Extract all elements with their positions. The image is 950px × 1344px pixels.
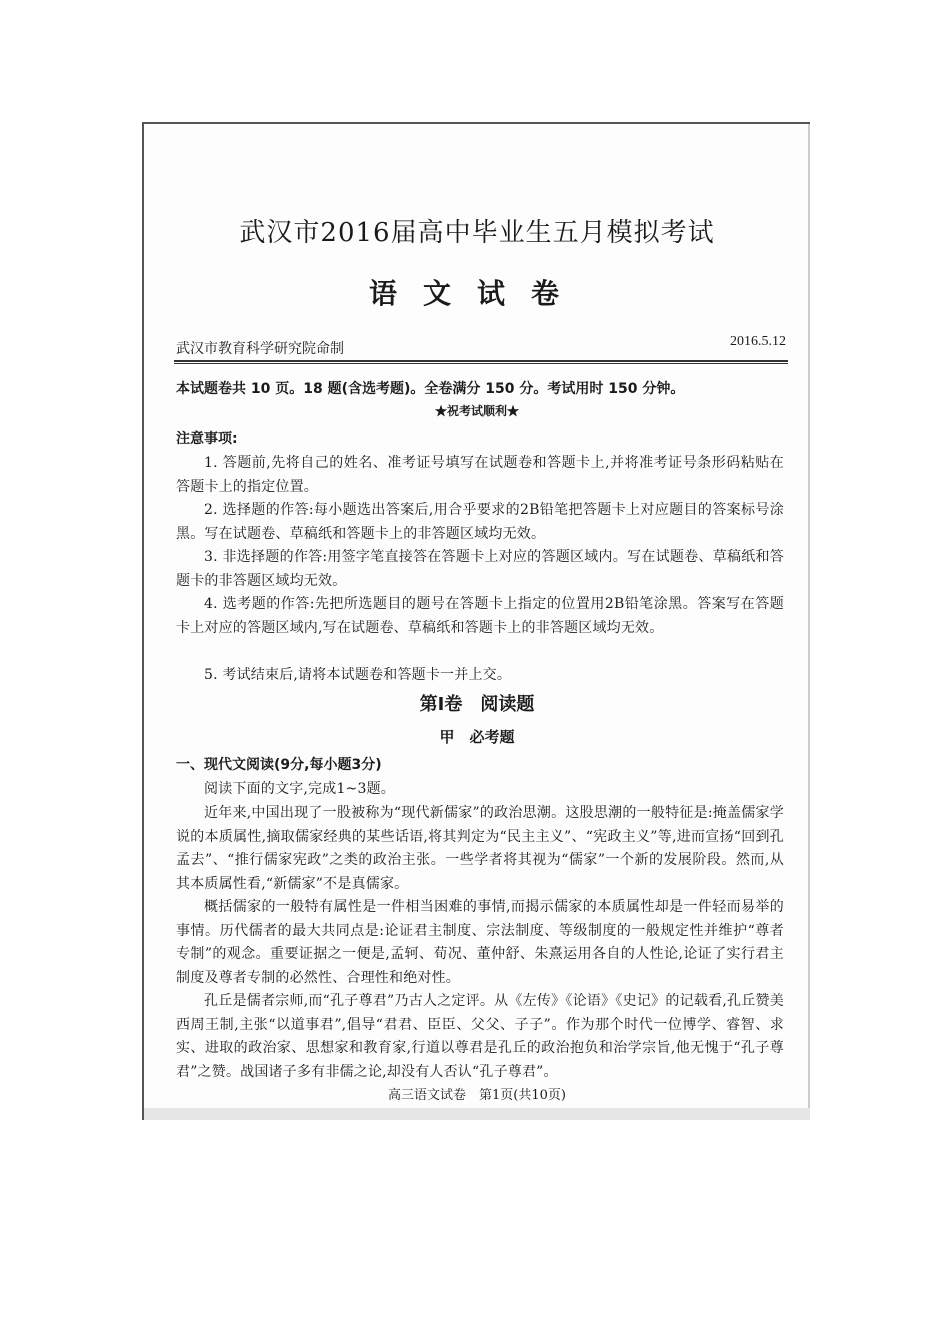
page-footer: 高三语文试卷 第1页(共10页) [388, 1088, 566, 1103]
notice-item-5: 5. 考试结束后,请将本试题卷和答题卡一并上交。 [204, 667, 512, 683]
section-title: 第Ⅰ卷 阅读题 [419, 694, 535, 715]
passage-paragraph-2: 概括儒家的一般特有属性是一件相当困难的事情,而揭示儒家的本质属性却是一件轻而易举的事情。历代儒者的最大共同点是:论证君主制度、宗法制度、等级制度的一般规定性并维护“尊者专制”的观念。重要证据之一便是,孟轲、荀况、董仲舒、朱熹运用各自的人性论,论证了实行君主制度及尊者专制的必然性、合理性和绝对性。 [176, 899, 784, 986]
page-bottom-shadow [144, 1108, 810, 1120]
issuing-organization: 武汉市教育科学研究院命制 [176, 341, 344, 357]
exam-title: 武汉市2016届高中毕业生五月模拟考试 [239, 218, 715, 248]
exam-info: 本试题卷共 10 页。18 题(含选考题)。全卷满分 150 分。考试用时 150 分钟。 [176, 381, 685, 397]
notice-item-1: 1. 答题前,先将自己的姓名、准考证号填写在试题卷和答题卡上,并将准考证号条形码粘贴在答题卡上的指定位置。 [176, 455, 784, 495]
exam-date: 2016.5.12 [730, 334, 786, 349]
notice-item-3: 3. 非选择题的作答:用签字笔直接答在答题卡上对应的答题区域内。写在试题卷、草稿纸和答题卡的非答题区域均无效。 [176, 549, 784, 589]
notice-heading: 注意事项: [176, 431, 238, 447]
section-subtitle: 甲 必考题 [439, 728, 515, 746]
notice-item-2: 2. 选择题的作答:每小题选出答案后,用合乎要求的2B铅笔把答题卡上对应题目的答案标号涂黑。写在试题卷、草稿纸和答题卡上的非答题区域均无效。 [176, 502, 784, 542]
header-divider [174, 360, 788, 362]
scanned-exam-page [142, 122, 810, 1120]
notice-item-4: 4. 选考题的作答:先把所选题目的题号在答题卡上指定的位置用2B铅笔涂黑。答案写在答题卡上对应的答题区域内,写在试题卷、草稿纸和答题卡上的非答题区域均无效。 [176, 596, 784, 636]
question-heading: 一、现代文阅读(9分,每小题3分) [176, 757, 382, 773]
reading-instruction: 阅读下面的文字,完成1~3题。 [204, 781, 395, 797]
passage-paragraph-3: 孔丘是儒者宗师,而“孔子尊君”乃古人之定评。从《左传》《论语》《史记》的记载看,孔丘赞美西周王制,主张“以道事君”,倡导“君君、臣臣、父父、子子”。作为那个时代一位博学、睿智、求实、进取的政治家、思想家和教育家,行道以尊君是孔丘的政治抱负和治学宗旨,他无愧于“孔子尊君”之赞。战国诸子多有非儒之论,却没有人否认“孔子尊君”。 [176, 993, 784, 1080]
blessing-line: ★祝考试顺利★ [434, 404, 519, 418]
exam-subject: 语文试卷 [368, 277, 585, 310]
passage-paragraph-1: 近年来,中国出现了一股被称为“现代新儒家”的政治思潮。这股思潮的一般特征是:掩盖儒家学说的本质属性,摘取儒家经典的某些话语,将其判定为“民主主义”、“宪政主义”等,进而宣扬“回到孔孟去”、“推行儒家宪政”之类的政治主张。一些学者将其视为“儒家”一个新的发展阶段。然而,从其本质属性看,“新儒家”不是真儒家。 [176, 805, 784, 892]
header-divider-thin [174, 363, 788, 364]
